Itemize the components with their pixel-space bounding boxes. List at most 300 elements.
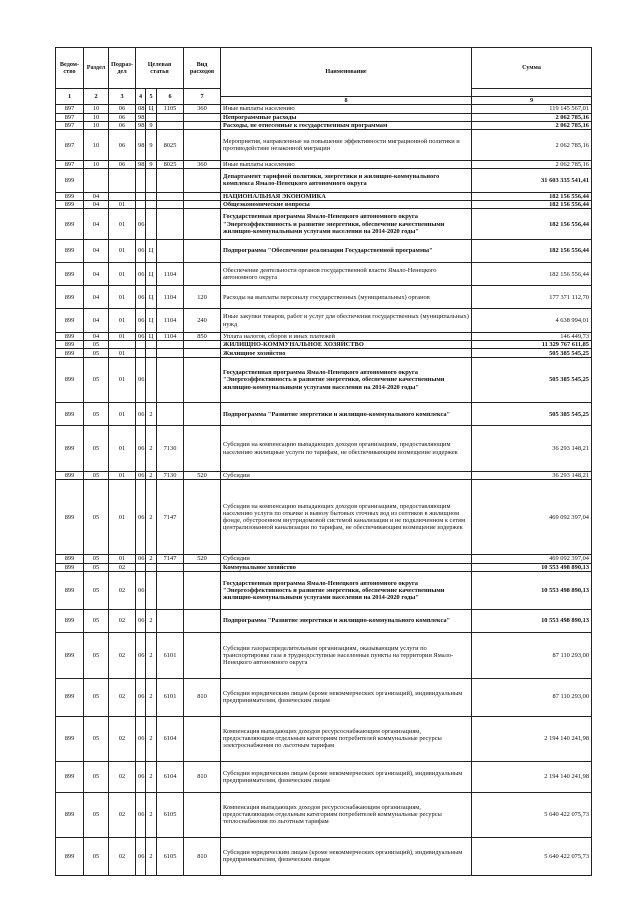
cell-target-2: Ц xyxy=(146,239,157,262)
cell-podrazdel: 01 xyxy=(109,357,136,402)
cell-target-3 xyxy=(157,209,184,240)
cell-target-1: 06 xyxy=(136,480,146,555)
index-3: 3 xyxy=(109,89,136,105)
cell-razdel: 05 xyxy=(84,678,109,716)
cell-target-1: 06 xyxy=(136,332,146,340)
cell-podrazdel: 01 xyxy=(109,200,136,208)
cell-vedomstvo: 897 xyxy=(56,130,84,161)
cell-target-3: 7130 xyxy=(157,471,184,479)
cell-vedomstvo: 899 xyxy=(56,209,84,240)
cell-target-3: 6105 xyxy=(157,792,184,837)
table-row xyxy=(56,200,592,208)
cell-target-2: Ц xyxy=(146,332,157,340)
cell-sum: 505 385 545,25 xyxy=(472,349,592,357)
cell-razdel: 10 xyxy=(84,130,109,161)
cell-vedomstvo: 899 xyxy=(56,341,84,349)
cell-name: Государственная программа Ямало-Ненецкого автономного округа "Энергоэффективность и развитие энергетики, обеспечение качественными жилищно-коммунальными услугами населения на 2014-2020 годы" xyxy=(221,209,472,240)
cell-podrazdel: 01 xyxy=(109,239,136,262)
table-row xyxy=(56,426,592,471)
table-row xyxy=(56,239,592,262)
cell-target-2: 2 xyxy=(146,403,157,426)
cell-podrazdel: 01 xyxy=(109,480,136,555)
cell-vedomstvo: 897 xyxy=(56,105,84,113)
cell-target-2: Ц xyxy=(146,105,157,113)
cell-razdel: 05 xyxy=(84,609,109,632)
cell-sum: 11 329 767 611,85 xyxy=(472,341,592,349)
cell-sum: 182 156 556,44 xyxy=(472,192,592,200)
cell-target-1: 06 xyxy=(136,555,146,563)
table-row xyxy=(56,678,592,716)
cell-target-1: 98 xyxy=(136,121,146,129)
table-row xyxy=(56,716,592,761)
cell-sum: 5 640 422 075,73 xyxy=(472,792,592,837)
cell-podrazdel: 01 xyxy=(109,263,136,286)
cell-sum: 31 603 335 541,41 xyxy=(472,169,592,192)
cell-razdel: 05 xyxy=(84,837,109,875)
cell-expense-type xyxy=(184,200,221,208)
cell-target-1: 06 xyxy=(136,403,146,426)
table-row xyxy=(56,555,592,563)
cell-razdel: 04 xyxy=(84,263,109,286)
cell-sum: 469 092 397,04 xyxy=(472,480,592,555)
cell-name: Жилищное хозяйство xyxy=(221,349,472,357)
cell-target-1: 08 xyxy=(136,105,146,113)
table-row xyxy=(56,169,592,192)
cell-target-1: 06 xyxy=(136,792,146,837)
cell-target-2 xyxy=(146,192,157,200)
cell-name: Расходы на выплаты персоналу государственных (муниципальных) органов xyxy=(221,286,472,309)
cell-vedomstvo: 899 xyxy=(56,192,84,200)
table-row xyxy=(56,837,592,875)
cell-target-1: 06 xyxy=(136,357,146,402)
cell-target-3: 1104 xyxy=(157,286,184,309)
cell-name: Иные выплаты населению xyxy=(221,160,472,168)
cell-expense-type xyxy=(184,192,221,200)
cell-target-3: 1105 xyxy=(157,105,184,113)
cell-target-1: 06 xyxy=(136,716,146,761)
cell-sum: 2 062 785,16 xyxy=(472,160,592,168)
cell-expense-type xyxy=(184,609,221,632)
cell-razdel: 10 xyxy=(84,105,109,113)
table-row xyxy=(56,357,592,402)
table-row xyxy=(56,113,592,121)
cell-podrazdel: 01 xyxy=(109,471,136,479)
cell-podrazdel: 06 xyxy=(109,121,136,129)
table-row xyxy=(56,403,592,426)
cell-podrazdel: 01 xyxy=(109,332,136,340)
cell-name: Расходы, не отнесенные к государственным программам xyxy=(221,121,472,129)
cell-sum: 505 385 545,25 xyxy=(472,357,592,402)
cell-vedomstvo: 899 xyxy=(56,239,84,262)
cell-expense-type xyxy=(184,239,221,262)
cell-vedomstvo: 899 xyxy=(56,403,84,426)
cell-razdel: 05 xyxy=(84,716,109,761)
cell-expense-type: 850 xyxy=(184,332,221,340)
cell-target-1: 06 xyxy=(136,837,146,875)
cell-sum: 87 110 293,00 xyxy=(472,678,592,716)
cell-target-2: 2 xyxy=(146,837,157,875)
cell-expense-type xyxy=(184,121,221,129)
cell-sum: 182 156 556,44 xyxy=(472,209,592,240)
table-row xyxy=(56,341,592,349)
cell-vedomstvo: 899 xyxy=(56,349,84,357)
cell-target-1: 06 xyxy=(136,426,146,471)
cell-expense-type xyxy=(184,403,221,426)
table-row xyxy=(56,332,592,340)
cell-target-2 xyxy=(146,357,157,402)
cell-expense-type xyxy=(184,571,221,609)
cell-name: Обеспечение деятельности органов государственной власти Ямало-Ненецкого автономного округа xyxy=(221,263,472,286)
cell-vedomstvo: 899 xyxy=(56,716,84,761)
table-row xyxy=(56,563,592,571)
cell-target-3 xyxy=(157,121,184,129)
cell-razdel: 04 xyxy=(84,200,109,208)
cell-razdel: 05 xyxy=(84,555,109,563)
cell-target-3 xyxy=(157,609,184,632)
cell-vedomstvo: 899 xyxy=(56,480,84,555)
cell-vedomstvo: 897 xyxy=(56,160,84,168)
cell-expense-type: 520 xyxy=(184,471,221,479)
cell-vedomstvo: 899 xyxy=(56,609,84,632)
cell-expense-type xyxy=(184,209,221,240)
cell-sum: 10 553 498 890,13 xyxy=(472,563,592,571)
cell-razdel: 04 xyxy=(84,309,109,332)
index-4: 4 xyxy=(136,89,146,105)
cell-target-3: 1104 xyxy=(157,332,184,340)
cell-target-2 xyxy=(146,571,157,609)
cell-name: Подпрограмма "Развитие энергетики и жилищно-коммунального комплекса" xyxy=(221,609,472,632)
cell-razdel: 05 xyxy=(84,563,109,571)
cell-target-1: 06 xyxy=(136,209,146,240)
budget-table-sheet xyxy=(55,47,591,876)
cell-target-2: 2 xyxy=(146,792,157,837)
cell-name: Общеэкономические вопросы xyxy=(221,200,472,208)
cell-podrazdel: 06 xyxy=(109,105,136,113)
cell-name: Иные выплаты населению xyxy=(221,105,472,113)
cell-expense-type xyxy=(184,341,221,349)
cell-expense-type xyxy=(184,426,221,471)
header-target-article: Целевая статья xyxy=(136,48,184,89)
cell-podrazdel xyxy=(109,192,136,200)
cell-razdel: 04 xyxy=(84,332,109,340)
cell-name: Уплата налогов, сборов и иных платежей xyxy=(221,332,472,340)
cell-podrazdel: 02 xyxy=(109,571,136,609)
cell-target-2 xyxy=(146,169,157,192)
cell-target-2 xyxy=(146,563,157,571)
cell-target-2: 2 xyxy=(146,609,157,632)
cell-sum: 2 062 785,16 xyxy=(472,130,592,161)
cell-name: Подпрограмма "Обеспечение реализации Государственной программы" xyxy=(221,239,472,262)
cell-razdel: 05 xyxy=(84,341,109,349)
cell-target-2: 2 xyxy=(146,761,157,792)
cell-razdel: 05 xyxy=(84,471,109,479)
cell-name: Компенсация выпадающих доходов ресурсоснабжающим организациям, предоставляющим отдельным категориям потребителей коммунальные ресурсы теплоснабжения по льготным тарифам xyxy=(221,792,472,837)
cell-target-2: Ц xyxy=(146,309,157,332)
cell-podrazdel: 02 xyxy=(109,678,136,716)
table-row xyxy=(56,633,592,678)
cell-vedomstvo: 899 xyxy=(56,332,84,340)
cell-podrazdel: 02 xyxy=(109,633,136,678)
cell-name: ЖИЛИЩНО-КОММУНАЛЬНОЕ ХОЗЯЙСТВО xyxy=(221,341,472,349)
table-row xyxy=(56,609,592,632)
cell-sum: 182 156 556,44 xyxy=(472,263,592,286)
cell-razdel: 05 xyxy=(84,571,109,609)
table-row xyxy=(56,160,592,168)
cell-name: Непрограммные расходы xyxy=(221,113,472,121)
cell-target-2: 2 xyxy=(146,471,157,479)
cell-vedomstvo: 899 xyxy=(56,563,84,571)
cell-podrazdel: 02 xyxy=(109,716,136,761)
table-row xyxy=(56,209,592,240)
cell-podrazdel xyxy=(109,169,136,192)
cell-vedomstvo: 899 xyxy=(56,357,84,402)
cell-name: Субсидии юридическим лицам (кроме некоммерческих организаций), индивидуальным предпринимателям, физическим лицам xyxy=(221,837,472,875)
cell-expense-type: 810 xyxy=(184,837,221,875)
cell-razdel: 05 xyxy=(84,792,109,837)
cell-name: Компенсация выпадающих доходов ресурсоснабжающим организациям, предоставляющим отдельным категориям потребителей коммунальные ресурсы электроснабжения по льготным тарифам xyxy=(221,716,472,761)
cell-expense-type: 520 xyxy=(184,555,221,563)
index-9: 9 xyxy=(472,97,592,105)
table-row xyxy=(56,792,592,837)
cell-target-3: 6101 xyxy=(157,678,184,716)
cell-target-3 xyxy=(157,239,184,262)
cell-target-2 xyxy=(146,113,157,121)
cell-podrazdel: 01 xyxy=(109,309,136,332)
sum-subheader xyxy=(472,89,592,97)
cell-target-1: 06 xyxy=(136,761,146,792)
cell-razdel: 10 xyxy=(84,160,109,168)
cell-target-2: 2 xyxy=(146,716,157,761)
table-row xyxy=(56,130,592,161)
cell-sum: 177 371 112,70 xyxy=(472,286,592,309)
cell-sum: 469 092 397,04 xyxy=(472,555,592,563)
cell-razdel: 10 xyxy=(84,113,109,121)
cell-target-3 xyxy=(157,357,184,402)
cell-expense-type xyxy=(184,633,221,678)
cell-target-1: 06 xyxy=(136,286,146,309)
header-razdel: Раздел xyxy=(84,48,109,89)
header-expense-type: Вид расходов xyxy=(184,48,221,89)
cell-target-3: 8025 xyxy=(157,130,184,161)
cell-name: Департамент тарифной политики, энергетики и жилищно-коммунального комплекса Ямало-Ненецкого автономного округа xyxy=(221,169,472,192)
table-row xyxy=(56,121,592,129)
cell-expense-type xyxy=(184,113,221,121)
cell-podrazdel: 01 xyxy=(109,555,136,563)
cell-target-2: 2 xyxy=(146,678,157,716)
cell-sum: 2 194 140 241,98 xyxy=(472,716,592,761)
cell-target-1: 06 xyxy=(136,633,146,678)
cell-vedomstvo: 899 xyxy=(56,426,84,471)
table-row xyxy=(56,105,592,113)
cell-target-1: 98 xyxy=(136,160,146,168)
cell-podrazdel: 06 xyxy=(109,113,136,121)
index-1: 1 xyxy=(56,89,84,105)
cell-target-3: 8025 xyxy=(157,160,184,168)
cell-expense-type: 120 xyxy=(184,286,221,309)
cell-target-2: 2 xyxy=(146,426,157,471)
cell-razdel: 05 xyxy=(84,403,109,426)
cell-expense-type xyxy=(184,263,221,286)
cell-target-1: 06 xyxy=(136,571,146,609)
cell-sum: 182 156 556,44 xyxy=(472,200,592,208)
cell-name: Субсидии юридическим лицам (кроме некоммерческих организаций), индивидуальным предпринимателям, физическим лицам xyxy=(221,678,472,716)
cell-target-3 xyxy=(157,341,184,349)
cell-name: Субсидии газораспределительным организациям, оказывающим услуги по транспортировке газа в труднодоступные населенные пункты на территории Ямало-Ненецкого автономного округа xyxy=(221,633,472,678)
cell-razdel: 04 xyxy=(84,239,109,262)
cell-vedomstvo: 899 xyxy=(56,263,84,286)
cell-sum: 87 110 293,00 xyxy=(472,633,592,678)
cell-target-1: 06 xyxy=(136,471,146,479)
cell-target-2 xyxy=(146,349,157,357)
cell-razdel: 05 xyxy=(84,761,109,792)
table-row xyxy=(56,349,592,357)
cell-razdel: 05 xyxy=(84,426,109,471)
cell-name: Коммунальное хозяйство xyxy=(221,563,472,571)
cell-razdel: 05 xyxy=(84,480,109,555)
cell-name: Иные закупки товаров, работ и услуг для обеспечения государственных (муниципальных) нужд xyxy=(221,309,472,332)
cell-vedomstvo: 899 xyxy=(56,792,84,837)
cell-name: Субсидии xyxy=(221,471,472,479)
cell-razdel: 04 xyxy=(84,192,109,200)
table-row xyxy=(56,571,592,609)
cell-vedomstvo: 897 xyxy=(56,121,84,129)
cell-name: Подпрограмма "Развитие энергетики и жилищно-коммунального комплекса" xyxy=(221,403,472,426)
table-row xyxy=(56,192,592,200)
cell-target-3: 1104 xyxy=(157,263,184,286)
cell-sum: 505 385 545,25 xyxy=(472,403,592,426)
cell-podrazdel: 01 xyxy=(109,209,136,240)
cell-podrazdel: 06 xyxy=(109,160,136,168)
cell-target-1: 06 xyxy=(136,609,146,632)
cell-target-3 xyxy=(157,169,184,192)
header-podrazdel: Подраз- дел xyxy=(109,48,136,89)
cell-target-3 xyxy=(157,113,184,121)
cell-name: НАЦИОНАЛЬНАЯ ЭКОНОМИКА xyxy=(221,192,472,200)
cell-target-2: 2 xyxy=(146,480,157,555)
cell-name: Мероприятия, направленные на повышение эффективности миграционной политики и противодействие незаконной миграции xyxy=(221,130,472,161)
cell-razdel: 05 xyxy=(84,349,109,357)
cell-expense-type xyxy=(184,563,221,571)
table-row xyxy=(56,480,592,555)
cell-target-1: 06 xyxy=(136,309,146,332)
cell-podrazdel: 02 xyxy=(109,792,136,837)
cell-sum: 2 194 140 241,98 xyxy=(472,761,592,792)
cell-target-1: 06 xyxy=(136,239,146,262)
cell-vedomstvo: 899 xyxy=(56,555,84,563)
cell-name: Субсидии xyxy=(221,555,472,563)
cell-razdel: 05 xyxy=(84,357,109,402)
cell-razdel: 05 xyxy=(84,633,109,678)
cell-target-1: 98 xyxy=(136,130,146,161)
cell-target-3 xyxy=(157,192,184,200)
cell-sum: 36 293 148,21 xyxy=(472,471,592,479)
cell-target-1: 98 xyxy=(136,113,146,121)
cell-target-3: 7147 xyxy=(157,480,184,555)
cell-target-2: 2 xyxy=(146,555,157,563)
cell-target-1 xyxy=(136,349,146,357)
cell-target-3: 6101 xyxy=(157,633,184,678)
cell-podrazdel: 02 xyxy=(109,609,136,632)
table-row xyxy=(56,309,592,332)
cell-target-2 xyxy=(146,341,157,349)
cell-target-2 xyxy=(146,209,157,240)
cell-name: Государственная программа Ямало-Ненецкого автономного округа "Энергоэффективность и развитие энергетики, обеспечение качественными жилищно-коммунальными услугами населения на 2014-2020 годы" xyxy=(221,357,472,402)
index-6: 6 xyxy=(157,89,184,105)
cell-razdel: 10 xyxy=(84,121,109,129)
cell-vedomstvo: 899 xyxy=(56,633,84,678)
cell-sum: 2 062 785,16 xyxy=(472,121,592,129)
cell-vedomstvo: 899 xyxy=(56,200,84,208)
cell-expense-type xyxy=(184,480,221,555)
cell-target-2: 9 xyxy=(146,160,157,168)
cell-podrazdel: 02 xyxy=(109,837,136,875)
cell-name: Субсидии юридическим лицам (кроме некоммерческих организаций), индивидуальным предпринимателям, физическим лицам xyxy=(221,761,472,792)
cell-name: Государственная программа Ямало-Ненецкого автономного округа "Энергоэффективность и развитие энергетики, обеспечение качественными жилищно-коммунальными услугами населения на 2014-2020 годы" xyxy=(221,571,472,609)
cell-target-3 xyxy=(157,200,184,208)
cell-expense-type xyxy=(184,169,221,192)
cell-expense-type: 360 xyxy=(184,105,221,113)
cell-sum: 10 553 498 890,13 xyxy=(472,571,592,609)
cell-target-1: 06 xyxy=(136,263,146,286)
cell-target-2 xyxy=(146,200,157,208)
cell-podrazdel: 01 xyxy=(109,286,136,309)
cell-expense-type: 810 xyxy=(184,761,221,792)
table-row xyxy=(56,286,592,309)
table-row xyxy=(56,471,592,479)
cell-vedomstvo: 899 xyxy=(56,571,84,609)
cell-sum: 36 293 148,21 xyxy=(472,426,592,471)
cell-sum: 146 449,73 xyxy=(472,332,592,340)
cell-target-2: Ц xyxy=(146,263,157,286)
cell-target-1: 06 xyxy=(136,678,146,716)
cell-name: Субсидии на компенсацию выпадающих доходов организациям, предоставляющим населению жилищные услуги по тарифам, не обеспечивающим возмещение издержек xyxy=(221,426,472,471)
index-5: 5 xyxy=(146,89,157,105)
cell-podrazdel: 01 xyxy=(109,426,136,471)
cell-target-2: 2 xyxy=(146,633,157,678)
cell-vedomstvo: 897 xyxy=(56,113,84,121)
cell-expense-type xyxy=(184,792,221,837)
cell-podrazdel xyxy=(109,341,136,349)
cell-target-3 xyxy=(157,571,184,609)
cell-target-1 xyxy=(136,192,146,200)
cell-sum: 10 553 498 890,13 xyxy=(472,609,592,632)
cell-target-3 xyxy=(157,563,184,571)
cell-target-1 xyxy=(136,169,146,192)
cell-target-3 xyxy=(157,403,184,426)
header-vedomstvo: Ведом- ство xyxy=(56,48,84,89)
cell-target-2: 9 xyxy=(146,130,157,161)
cell-vedomstvo: 899 xyxy=(56,471,84,479)
cell-target-3: 7147 xyxy=(157,555,184,563)
header-row xyxy=(56,48,592,89)
cell-vedomstvo: 899 xyxy=(56,309,84,332)
header-sum: Сумма xyxy=(472,48,592,89)
cell-expense-type xyxy=(184,130,221,161)
index-2: 2 xyxy=(84,89,109,105)
table-row xyxy=(56,263,592,286)
cell-target-2: Ц xyxy=(146,286,157,309)
cell-target-3 xyxy=(157,349,184,357)
table-row xyxy=(56,761,592,792)
index-8: 8 xyxy=(221,97,472,105)
index-7: 7 xyxy=(184,89,221,105)
cell-target-3: 1104 xyxy=(157,309,184,332)
cell-sum: 182 156 556,44 xyxy=(472,239,592,262)
cell-expense-type: 240 xyxy=(184,309,221,332)
cell-expense-type xyxy=(184,716,221,761)
cell-expense-type: 360 xyxy=(184,160,221,168)
cell-target-1 xyxy=(136,563,146,571)
